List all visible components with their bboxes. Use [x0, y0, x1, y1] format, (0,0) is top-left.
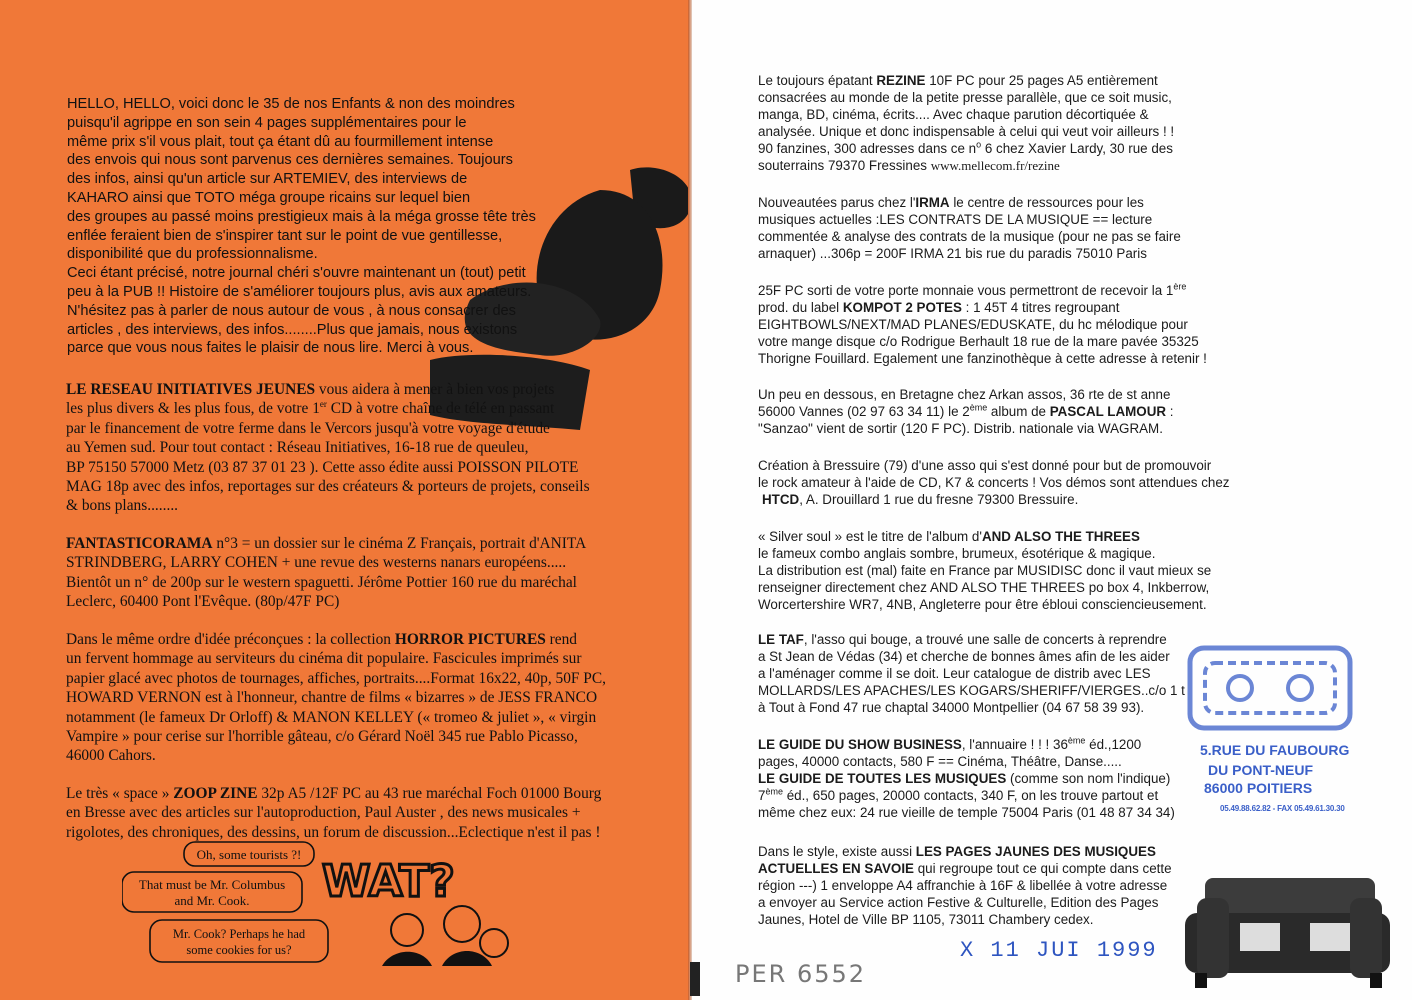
wat-logo: WAT?: [322, 856, 455, 907]
intro-line: puisqu'il agrippe en son sein 4 pages supplémentaires pour le: [67, 114, 467, 131]
guide-show-business-article: LE GUIDE DU SHOW BUSINESS, l'annuaire ! ! ! 36ème éd.,1200 pages, 40000 contacts, 580 F == Cinéma, Théâtre, Danse..... LE GUIDE DE TOUTES LES MUSIQUES (comme son nom l'indique) 7ème éd., 650 pages, 20000 contacts, 340 F, on les trouve partout et même chez eux: 24 rue vieille de temple 75004 Paris (01 48 87 34 34): [758, 735, 1175, 821]
article-title: ACTUELLES EN SAVOIE: [758, 861, 914, 877]
article-title: KOMPOT 2 POTES: [842, 300, 962, 316]
htcd-article: Création à Bressuire (79) d'une asso qui s'est donné pour but de promouvoir le rock amateur à l'aide de CD, K7 & concerts ! Vos démos sont attendues chez HTCD, A. Drouillard 1 rue du fresne 79300 Bressuire.: [758, 458, 1230, 508]
article-title: AND ALSO THE THREES: [981, 529, 1140, 544]
intro-line: des envois qui nous sont parvenus ces dernières semaines. Toujours: [67, 152, 513, 169]
article-title: LE GUIDE DU SHOW BUSINESS: [758, 737, 962, 752]
bubble-text: Mr. Cook? Perhaps he had: [172, 927, 306, 941]
bubble-text: Oh, some tourists ?!: [196, 847, 302, 862]
article-title: HTCD: [762, 492, 800, 508]
sofa-image: [1185, 868, 1390, 993]
handwritten-catalog-number: PER 6552: [735, 960, 867, 988]
intro-line: même prix s'il vous plait, tout ça étant dû au fourmillement intense: [67, 133, 494, 150]
intro-line: articles , des interviews, des infos........Plus que jamais, nous existons: [67, 321, 518, 338]
rezine-article: Le toujours épatant REZINE 10F PC pour 25 pages A5 entièrement consacrées au monde de la petite presse parallèle, que ce soit music, manga, BD, cinéma, écrits.... Avec chaque parution décortiquée & analysée. Unique et donc indispensable à celui qui veut voir ailleurs ! ! 90 fanzines, 300 adresses dans ce $n^o$ 6 chez Xavier Lardy, 30 rue des souterrains 79370 Fressines www.mellecom.fr/rezine: [758, 73, 1175, 174]
reseau-initiatives-article: LE RESEAU INITIATIVES JEUNES vous aidera à mener à bien vos projets les plus divers & les plus fous, de votre 1er CD à votre chaîne de télé en passant par le financement de votre ferme dans le Vercors jusqu'à votre voyage d'étude au Yemen sud. Pour tout contact : Réseau Initiatives, 16-18 rue de queuleu, BP 75150 57000 Metz (03 87 37 01 23 ). Cette asso édite aussi POISSON PILOTE MAG 18p avec des infos, reportages sur des créateurs & porteurs de projets, conseils & bons plans........: [66, 381, 590, 515]
intro-line: HELLO, HELLO, voici donc le 35 de nos Enfants & non des moindres: [67, 96, 515, 112]
stamp-address-line: 86000 POITIERS: [1204, 780, 1313, 796]
stamp-logo-graphic: [1180, 628, 1365, 738]
article-title: REZINE: [876, 73, 926, 88]
article-title: HORROR PICTURES: [394, 631, 546, 648]
horror-pictures-article: Dans le même ordre d'idée préconçues : la collection HORROR PICTURES rend un fervent hommage au serviteurs du cinéma dit populaire. Fascicules imprimés sur papier glacé avec photos de tournages, affiches, portraits....Format 16x22, 40p, 50F PC, HOWARD VERNON est à l'honneur, chantre de films « bizarres » de JESS FRANCO notamment (le fameux Dr Orloff) & MANON KELLEY (« tromeo & juliet », « virgin Vampire » pour cerise sur l'horrible gâteau, c/o Gérard Noël 345 rue Pablo Picasso, 46000 Cahors.: [66, 631, 606, 765]
bubble-text: That must be Mr. Columbus: [138, 877, 286, 892]
irma-article: Nouveautées parus chez l'IRMA le centre de ressources pour les musiques actuelles :LES CONTRATS DE LA MUSIQUE == lecture commentée & analyse des contrats de la musique (pour ne pas se faire arnaquer) ...306p = 200F IRMA 21 bis rue du paradis 75010 Paris: [758, 195, 1181, 262]
stamp-address-line: DU PONT-NEUF: [1208, 762, 1313, 778]
article-title: IRMA: [915, 195, 950, 210]
article-title: LE RESEAU INITIATIVES JEUNES: [66, 381, 316, 398]
comic-strip-image: [122, 838, 532, 968]
left-page-orange: [0, 0, 692, 1000]
bubble-text: some cookies for us?: [186, 943, 292, 957]
and-also-the-threes-article: « Silver soul » est le titre de l'album d'AND ALSO THE THREES le fameux combo anglais sombre, brumeux, ésotérique & magique. La distribution est (mal) faite en France par MUSIDISC donc il vaut mieux se renseigner directement chez AND ALSO THE THREES po box 4, Inkberrow, Worcertershire WR7, 4NB, Angleterre pour être ébloui consciencieusement.: [758, 529, 1212, 613]
received-date-stamp: X 11 JUI 1999: [960, 938, 1158, 963]
bubble-text: and Mr. Cook.: [174, 893, 250, 908]
kompot-article: 25F PC sorti de votre porte monnaie vous permettront de recevoir la 1ère prod. du label KOMPOT 2 POTES : 1 45T 4 titres regroupant EIGHTBOWLS/NEXT/MAD PLANES/EDUSKATE, du hc mélodique pour votre mange disque c/o Rodrigue Berhault 18 rue de la mare pavée 35325 Thorigne Fouillard. Egalement une fanzinothèque à cette adresse à retenir !: [758, 281, 1207, 367]
intro-line: KAHARO ainsi que TOTO méga groupe ricains sur lequel bien: [67, 189, 471, 206]
article-title: LES PAGES JAUNES DES MUSIQUES: [915, 844, 1156, 859]
library-stamp: [1180, 628, 1365, 828]
intro-paragraph: [67, 95, 607, 358]
rezine-url: www.mellecom.fr/rezine: [930, 158, 1060, 174]
intro-line: disponibilité que du professionnalisme.: [67, 246, 318, 263]
intro-line: N'hésitez pas à parler de nous autour de vous , à nous consacrer des: [67, 302, 516, 319]
stamp-address-line: 5.RUE DU FAUBOURG: [1200, 742, 1350, 758]
intro-line: des groupes au passé moins prestigieux mais à la méga grosse tête très: [67, 208, 536, 225]
article-title: LE GUIDE DE TOUTES LES MUSIQUES: [758, 771, 1007, 787]
page-edge-mark: [690, 962, 700, 996]
stamp-phone-line: 05.49.88.62.82 - FAX 05.49.61.30.30: [1220, 804, 1345, 813]
le-taf-article: LE TAF, l'asso qui bouge, a trouvé une salle de concerts à reprendre a St Jean de Védas (34) et cherche de bonnes âmes afin de les aider a l'aménager comme il se doit. Leur catalogue de distrib avec LES MOLLARDS/LES APACHES/LES KOGARS/SHERIFF/VIERGES..c/o 1 t à Tout à Fond 47 rue chaptal 34000 Montpellier (04 67 58 39 93).: [758, 632, 1185, 716]
zoop-zine-article: Le très « space » ZOOP ZINE 32p A5 /12F PC au 43 rue maréchal Foch 01000 Bourg en Bresse avec des articles sur l'autoproduction, Paul Auster , des news musicales + rigolotes, des chroniques, des dessins, un forum de discussion...Eclectique n'est il pas !: [66, 785, 602, 841]
intro-line: des infos, ainsi qu'un article sur ARTEMIEV, des interviews de: [67, 171, 468, 188]
article-title: PASCAL LAMOUR: [1049, 404, 1167, 420]
intro-line: Ceci étant précisé, notre journal chéri s'ouvre maintenant un (tout) petit: [67, 265, 526, 282]
article-title: ZOOP ZINE: [173, 785, 258, 802]
intro-line: enflée feraient bien de s'inspirer tant sur le point de vue gentillesse,: [67, 227, 503, 244]
pascal-lamour-article: Un peu en dessous, en Bretagne chez Arkan assos, 36 rte de st anne 56000 Vannes (02 97 63 34 11) le 2ème album de PASCAL LAMOUR : "Sanzao" vient de sortir (120 F PC). Distrib. nationale via WAGRAM.: [758, 387, 1174, 437]
article-title: LE TAF: [758, 632, 804, 647]
article-title: FANTASTICORAMA: [66, 535, 213, 552]
intro-line: peu à la PUB !! Histoire de s'améliorer toujours plus, avis aux amateurs.: [67, 283, 532, 300]
fantasticorama-article: FANTASTICORAMA n°3 = un dossier sur le cinéma Z Français, portrait d'ANITA STRINDBERG, LARRY COHEN + une revue des westerns nanars européens..... Bientôt un n° de 200p sur le western spaguetti. Jérôme Pottier 160 rue du maréchal Leclerc, 60400 Pont l'Evêque. (80p/47F PC): [66, 535, 587, 611]
intro-line: parce que vous nous faites le plaisir de nous lire. Merci à vous.: [67, 340, 474, 357]
pages-jaunes-savoie-article: Dans le style, existe aussi LES PAGES JAUNES DES MUSIQUES ACTUELLES EN SAVOIE qui regroupe tout ce qui compte dans cette région ---) 1 enveloppe A4 affranchie à 16F & libellée à votre adresse a envoyer au Service action Festive & Culturelle, Edition des Pages Jaunes, Hotel de Ville BP 1105, 73011 Chambery cedex.: [758, 844, 1172, 928]
